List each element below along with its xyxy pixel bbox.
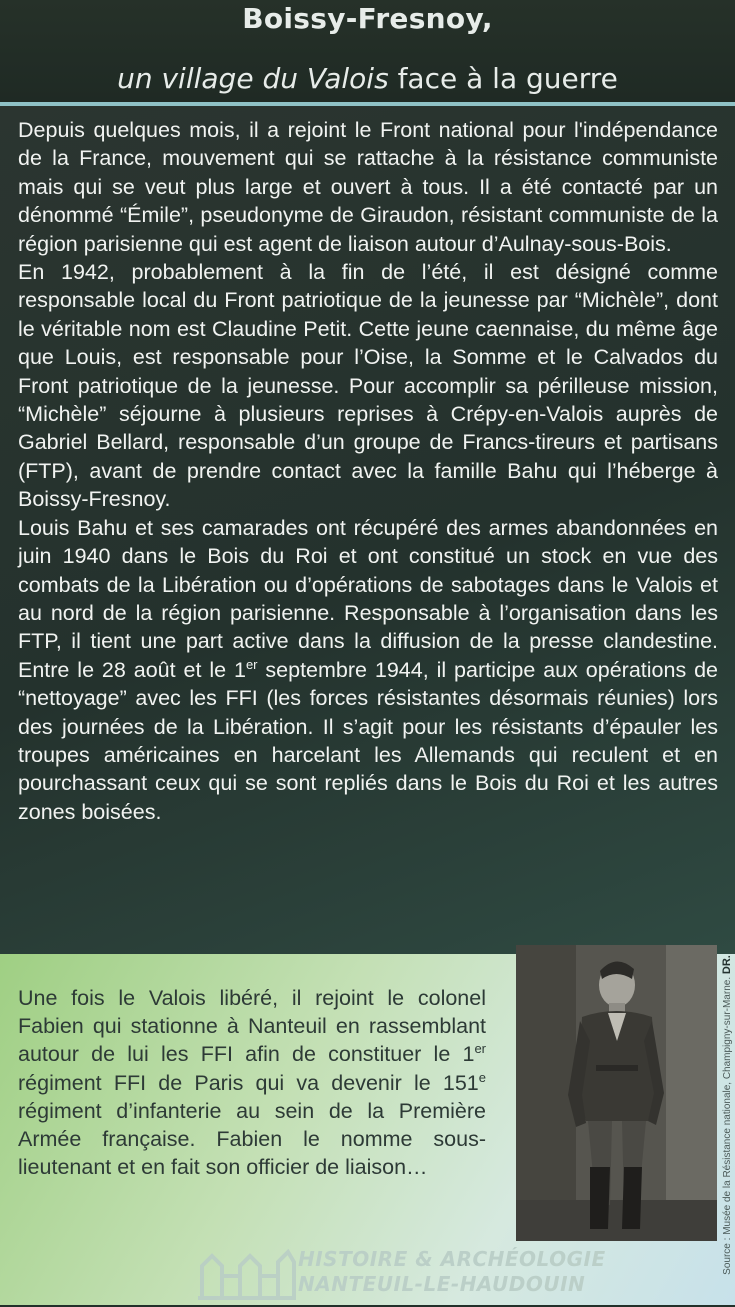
subtitle-rest: face à la guerre	[388, 62, 618, 95]
credit-rights: DR.	[721, 955, 733, 975]
photo-credit-text	[721, 955, 733, 1275]
lower-text-part1: Une fois le Valois libéré, il rejoint le colonel Fabien qui stationne à Nanteuil en rassemblant autour de lui les FFI afin de constituer le 1	[18, 986, 486, 1067]
paragraph-3-part2: septembre 1944, il participe aux opérations de “nettoyage” avec les FFI (les forces résistantes désormais réunies) lors des journées de la Libération. Il s’agit pour les résistants d’épauler les troupes américaines en harcelant les Allemands qui reculent et en pourchassant ceux qui se sont repliés dans le Bois du Roi et les autres zones boisées.	[18, 657, 719, 824]
paragraph-3	[18, 514, 718, 826]
photo-credit	[719, 941, 735, 1289]
main-text	[18, 116, 718, 826]
castle-icon	[196, 1244, 296, 1302]
page-subtitle	[0, 62, 735, 95]
ordinal-superscript: er	[474, 1041, 486, 1057]
paragraph-2: En 1942, probablement à la fin de l’été, il est désigné comme responsable local du Front patriotique de la jeunesse par “Michèle”, dont le véritable nom est Claudine Petit. Cette jeune caennaise, du même âge que Louis, est responsable pour l’Oise, la Somme et le Calvados du Front patriotique de la jeunesse. Pour accomplir sa périlleuse mission, “Michèle” séjourne à plusieurs reprises à Crépy-en-Valois auprès de Gabriel Bellard, responsable d’un groupe de Francs-tireurs et partisans (FTP), avant de prendre contact avec la famille Bahu qui l’héberge à Boissy-Fresnoy.	[18, 260, 718, 512]
ordinal-superscript: er	[245, 656, 258, 672]
paragraph-1: Depuis quelques mois, il a rejoint le Front national pour l'indépendance de la France, mouvement qui se rattache à la résistance communiste mais qui se veut plus large et ouvert à tous. Il a été contacté par un dénommé “Émile”, pseudonyme de Giraudon, résistant communiste de la région parisienne qui est agent de liaison autour d’Aulnay-sous-Bois.	[18, 118, 718, 256]
soldier-photo-illustration	[516, 945, 717, 1241]
ordinal-superscript: e	[478, 1069, 486, 1085]
soldier-photo	[516, 945, 717, 1241]
logo-line-2: NANTEUIL-LE-HAUDOUIN	[298, 1272, 586, 1296]
logo-line-1: HISTOIRE & ARCHÉOLOGIE	[298, 1247, 606, 1271]
lower-text	[18, 984, 486, 1181]
page-title: Boissy-Fresnoy,	[242, 2, 493, 35]
lower-text-part2: régiment FFI de Paris qui va devenir le 151	[18, 1070, 479, 1095]
credit-source: Source : Musée de la Résistance nationale, Champigny-sur-Marne.	[722, 974, 733, 1275]
subtitle-italic: un village du Valois	[117, 62, 389, 95]
lower-text-part3: régiment d’infanterie au sein de la Première Armée française. Fabien le nomme sous-lieutenant et en fait son officier de liaison…	[18, 1098, 486, 1180]
paragraph-3-part1: Louis Bahu et ses camarades ont récupéré des armes abandonnées en juin 1940 dans le Bois du Roi et ont constitué un stock en vue des combats de la Libération ou d’opérations de sabotages dans le Valois et au nord de la région parisienne. Responsable à l’organisation dans les FTP, il tient une part active dans la diffusion de la presse clandestine. Entre le 28 août et le 1	[18, 515, 718, 682]
